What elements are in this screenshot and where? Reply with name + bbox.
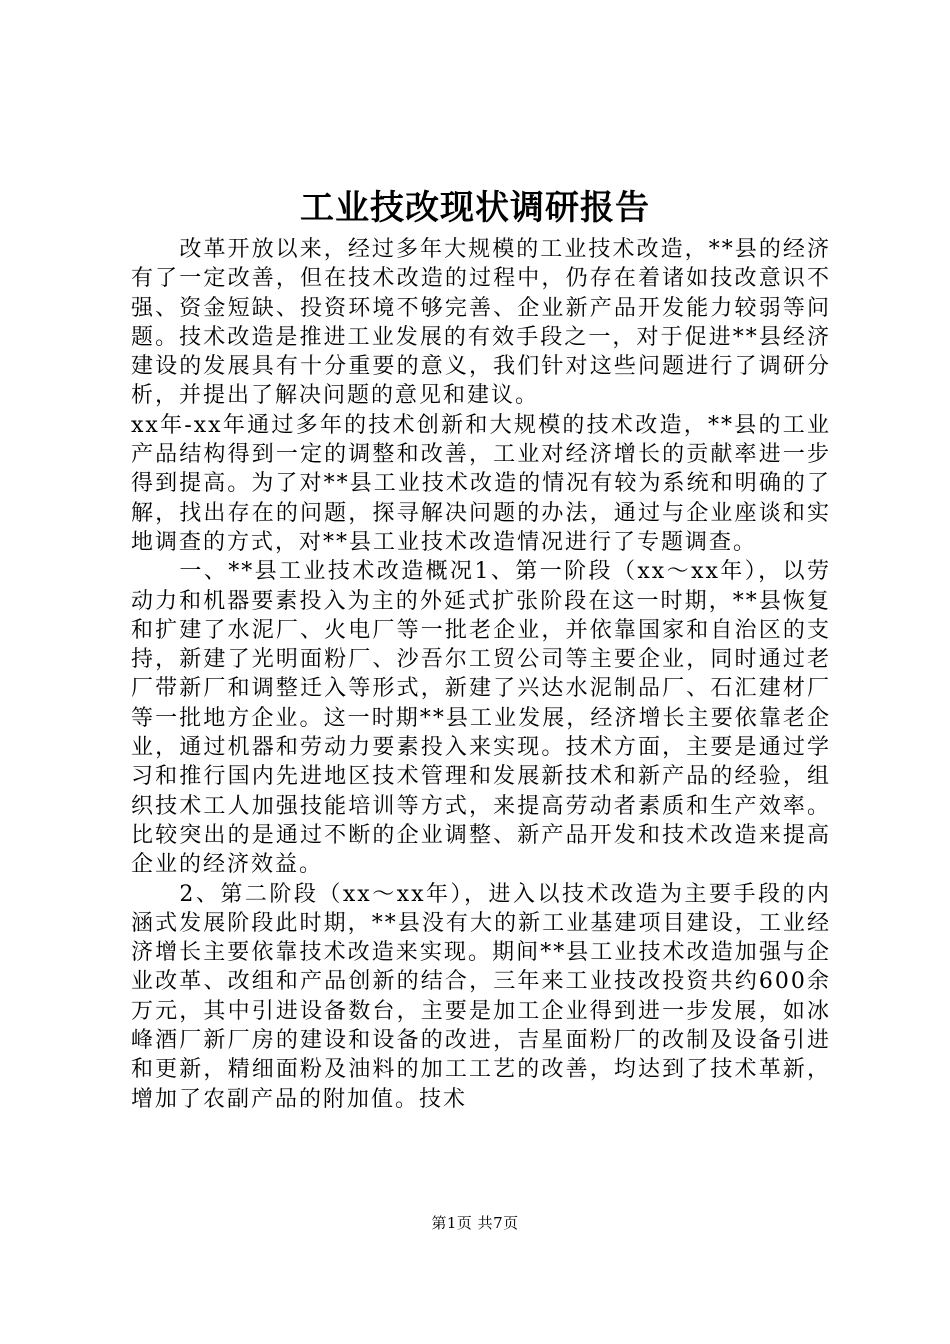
paragraph-background: xx年-xx年通过多年的技术创新和大规模的技术改造，**县的工业产品结构得到一定的调整和改善，工业对经济增长的贡献率进一步得到提高。为了对**县工业技术改造的情况有较为系统和明确的了解，找出存在的问题，探寻解决问题的办法，通过与企业座谈和实地调查的方式，对**县工业技术改造情况进行了专题调查。 (131, 412, 831, 555)
paragraph-intro: 改革开放以来，经过多年大规模的工业技术改造，**县的经济有了一定改善，但在技术改造的过程中，仍存在着诸如技改意识不强、资金短缺、投资环境不够完善、企业新产品开发能力较弱等问题。技术改造是推进工业发展的有效手段之一，对于促进**县经济建设的发展具有十分重要的意义，我们针对这些问题进行了调研分析，并提出了解决问题的意见和建议。 (131, 237, 831, 409)
paragraph-stage-two: 2、第二阶段（xx～xx年），进入以技术改造为主要手段的内涵式发展阶段此时期，**县没有大的新工业基建项目建设，工业经济增长主要依靠技术改造来实现。期间**县工业技术改造加强与企业改革、改组和产品创新的结合，三年来工业技改投资共约600余万元，其中引进设备数台，主要是加工企业得到进一步发展，如冰峰酒厂新厂房的建设和设备的改进，吉星面粉厂的改制及设备引进和更新，精细面粉及油料的加工工艺的改善，均达到了技术革新，增加了农副产品的附加值。技术 (131, 881, 831, 1112)
paragraph-stage-one: 一、**县工业技术改造概况1、第一阶段（xx～xx年），以劳动力和机器要素投入为主的外延式扩张阶段在这一时期，**县恢复和扩建了水泥厂、火电厂等一批老企业，并依靠国家和自治区的支持，新建了光明面粉厂、沙吾尔工贸公司等主要企业，同时通过老厂带新厂和调整迁入等形式，新建了兴达水泥制品厂、石汇建材厂等一批地方企业。这一时期**县工业发展，经济增长主要依靠老企业，通过机器和劳动力要素投入来实现。技术方面，主要是通过学习和推行国内先进地区技术管理和发展新技术和新产品的经验，组织技术工人加强技能培训等方式，来提高劳动者素质和生产效率。比较突出的是通过不断的企业调整、新产品开发和技术改造来提高企业的经济效益。 (131, 559, 831, 878)
document-body (131, 235, 831, 1114)
page-footer: 第1页 共7页 (431, 1214, 519, 1232)
document-title: 工业技改现状调研报告 (300, 188, 650, 228)
